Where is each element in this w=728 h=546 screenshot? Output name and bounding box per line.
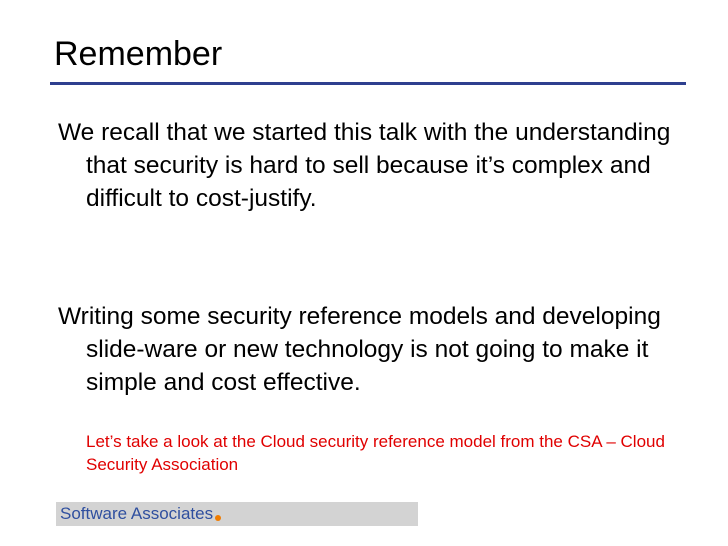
title-divider <box>50 82 686 85</box>
slide-title: Remember <box>54 35 223 73</box>
footer-label: Software Associates <box>60 504 214 523</box>
highlight-note: Let’s take a look at the Cloud security reference model from the CSA – Cloud Security Association <box>86 432 665 474</box>
footer-logo <box>56 502 418 526</box>
paragraph-writing: Writing some security reference models and developing slide-ware or new technology is not going to make it simple and cost effective. <box>58 303 661 396</box>
paragraph-recall: We recall that we started this talk with the understanding that security is hard to sell because it’s complex and difficult to cost-justify. <box>58 119 671 212</box>
dot-icon <box>215 515 221 521</box>
